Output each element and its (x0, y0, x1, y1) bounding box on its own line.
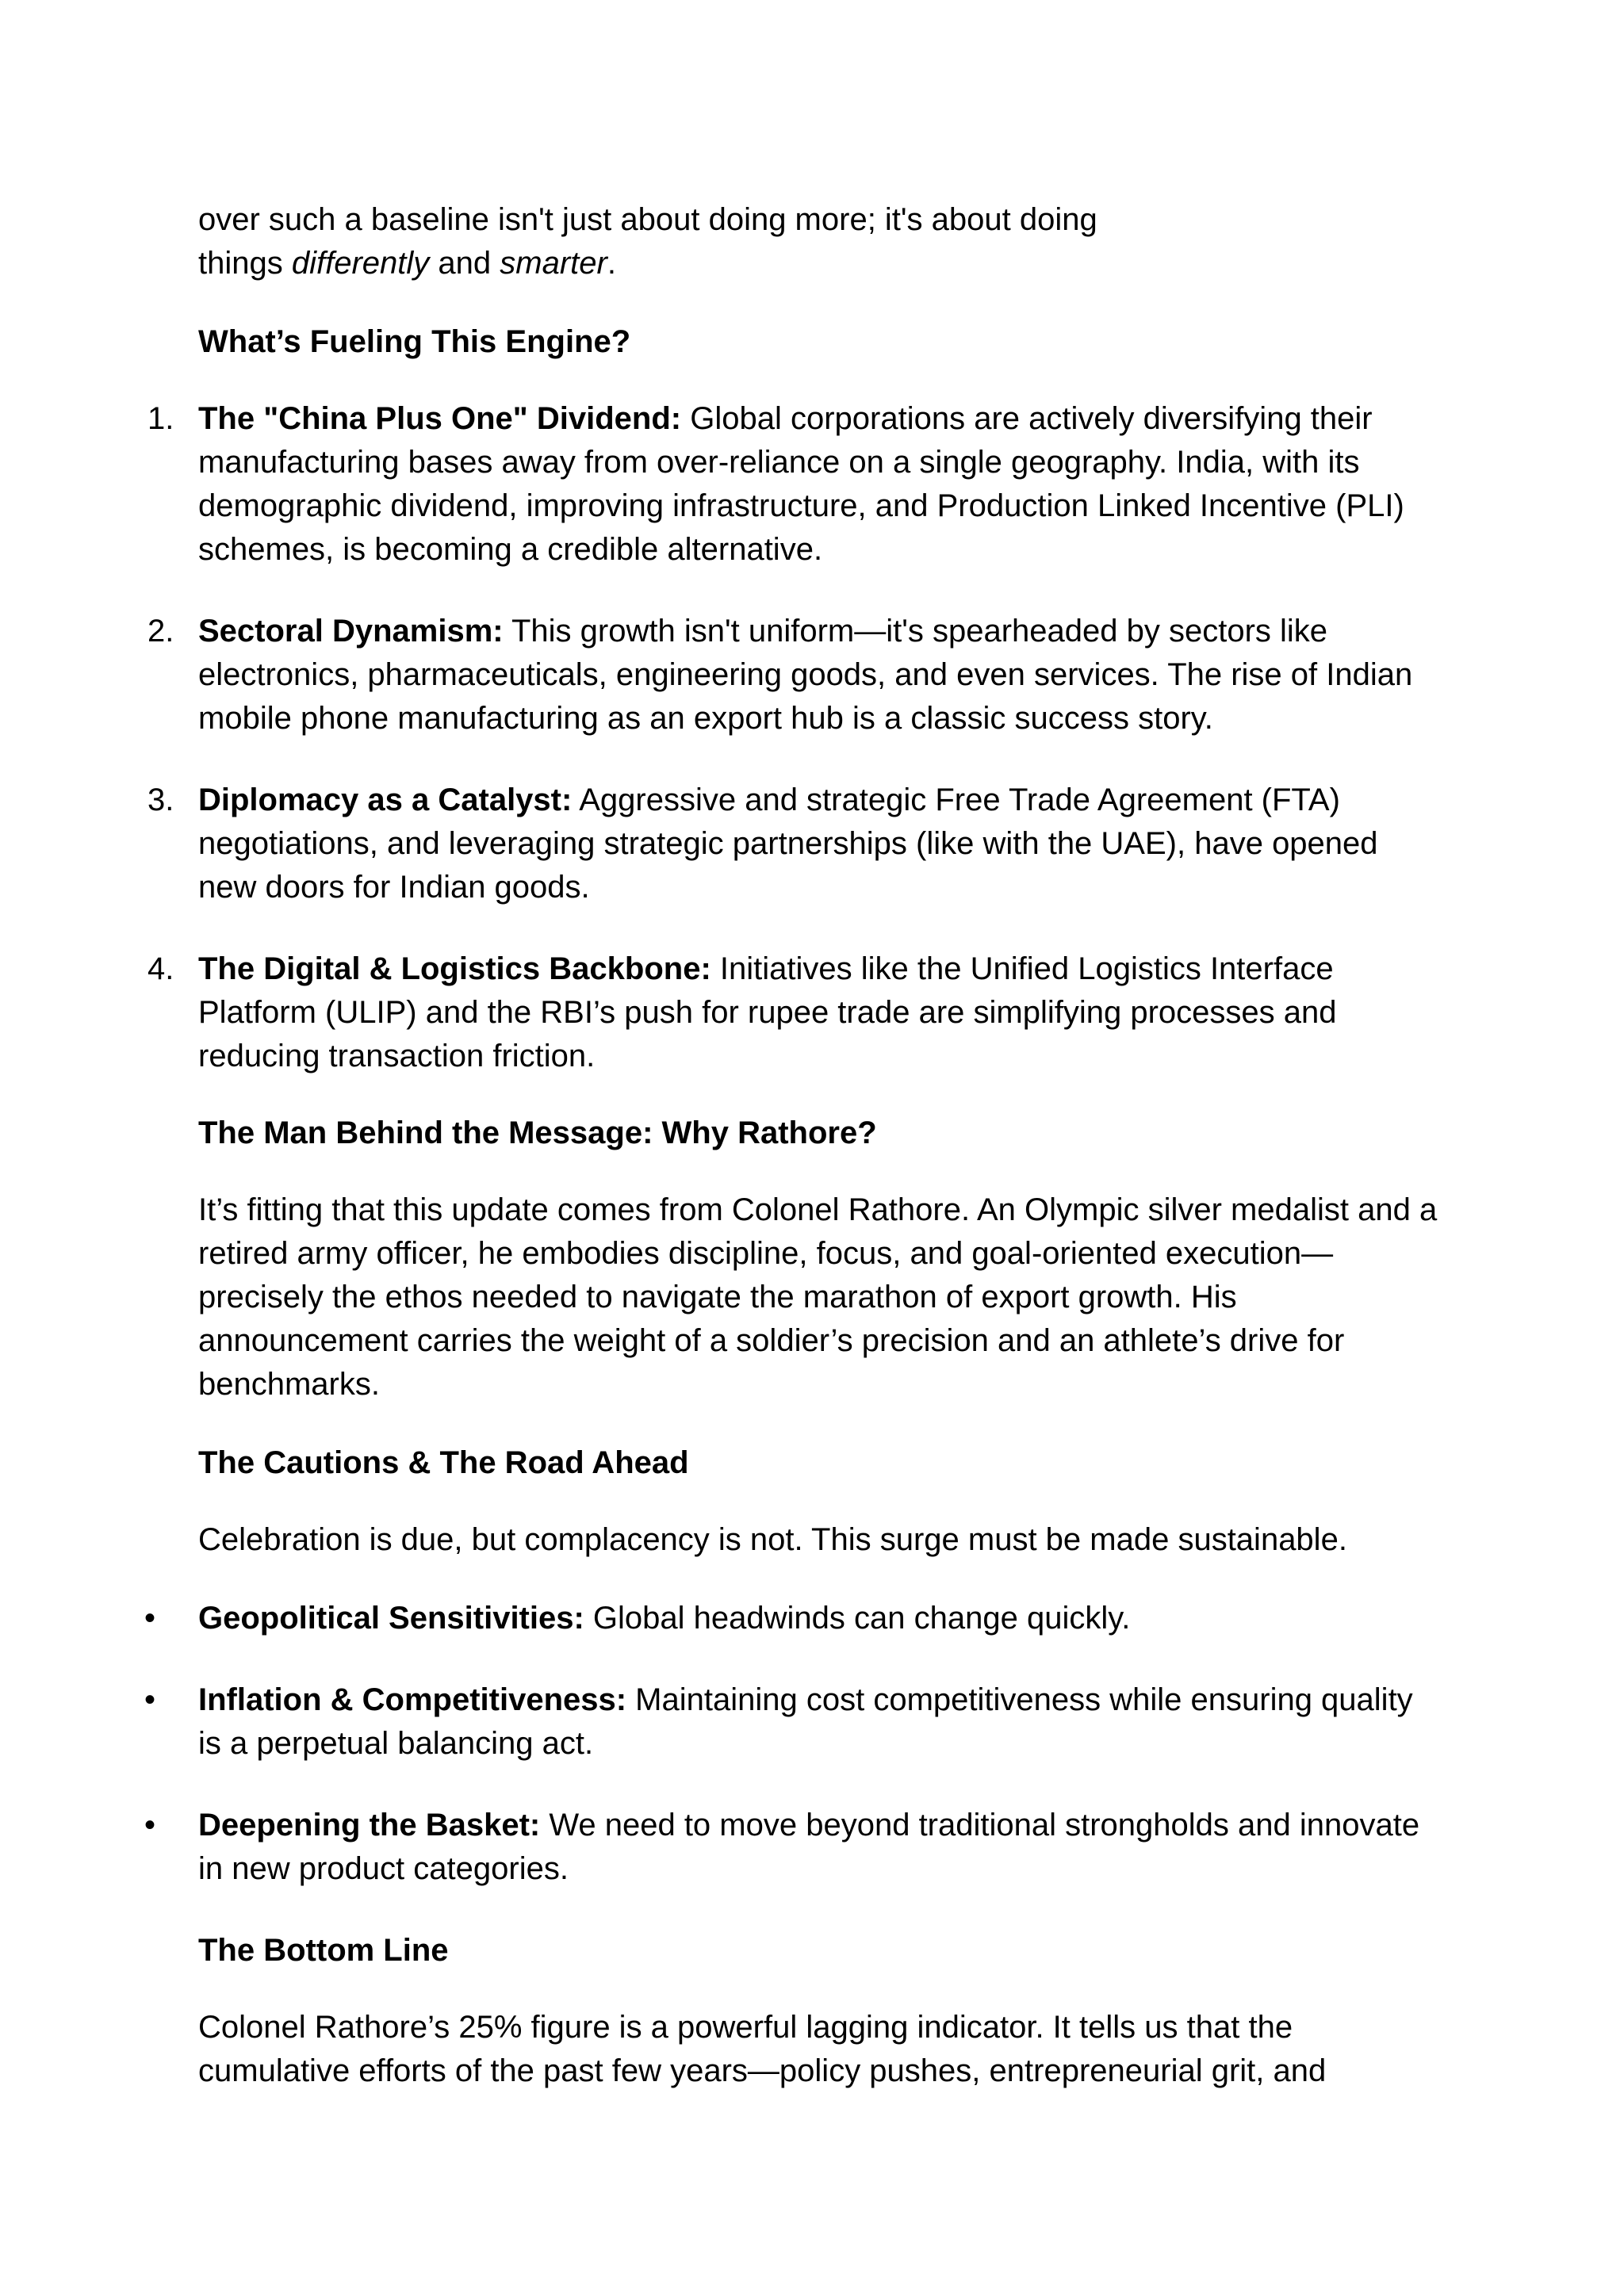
list-item (144, 1678, 1443, 1766)
list-item-text: Maintaining cost competitiveness while ensuring quality is a perpetual balancing act. (198, 1682, 1413, 1761)
cautions-paragraph: Celebration is due, but complacency is not. This surge must be made sustainable. (198, 1522, 1347, 1557)
heading-fueling: What’s Fueling This Engine? (198, 324, 631, 359)
bullet-icon: • (144, 1601, 156, 1636)
list-item-lead: The "China Plus One" Dividend: (198, 401, 682, 436)
fueling-list (147, 397, 1443, 1078)
list-item (147, 610, 1443, 740)
heading-bottom-line: The Bottom Line (198, 1933, 449, 1968)
cautions-list (144, 1597, 1443, 1891)
list-number: 2. (147, 614, 174, 649)
list-item (144, 1597, 1443, 1640)
list-item-text: This growth isn't uniform—it's spearheaded by sectors like electronics, pharmaceuticals, engineering goods, and even services. The rise of Indian mobile phone manufacturing as an export hub is a classic success story. (198, 614, 1413, 736)
list-item-lead: Diplomacy as a Catalyst: (198, 783, 573, 817)
list-item-lead: Deepening the Basket: (198, 1808, 541, 1843)
list-number: 1. (147, 401, 174, 436)
list-item-lead: Sectoral Dynamism: (198, 614, 504, 649)
heading-cautions: The Cautions & The Road Ahead (198, 1445, 689, 1480)
bullet-icon: • (144, 1682, 156, 1717)
list-item-lead: Inflation & Competitiveness: (198, 1682, 627, 1717)
list-item-lead: The Digital & Logistics Backbone: (198, 951, 711, 986)
intro-line-2 (198, 242, 1443, 285)
list-number: 4. (147, 951, 174, 986)
intro-period: . (607, 246, 616, 281)
list-item-text: We need to move beyond traditional strongholds and innovate in new product categories. (198, 1808, 1420, 1886)
bottom-line-paragraph: Colonel Rathore’s 25% figure is a powerful lagging indicator. It tells us that the cumulative efforts of the past few years—policy pushes, entrepreneurial grit, and (198, 2010, 1327, 2088)
list-item-lead: Geopolitical Sensitivities: (198, 1601, 584, 1636)
intro-and-text: and (429, 246, 500, 281)
document-body (144, 198, 1443, 2093)
intro-emphasis-differently: differently (291, 246, 430, 281)
bullet-icon: • (144, 1808, 156, 1843)
list-item (147, 947, 1443, 1078)
list-item (147, 397, 1443, 572)
list-item-text: Initiatives like the Unified Logistics Interface Platform (ULIP) and the RBI’s push for rupee trade are simplifying processes and reducing transaction friction. (198, 951, 1337, 1073)
man-behind-paragraph: It’s fitting that this update comes from Colonel Rathore. An Olympic silver medalist and a retired army officer, he embodies discipline, focus, and goal-oriented execution—precisely the ethos needed to navigate the marathon of export growth. His announcement carries the weight of a soldier’s precision and an athlete’s drive for benchmarks. (198, 1192, 1438, 1402)
list-item (144, 1804, 1443, 1891)
intro-things-text: things (198, 246, 292, 281)
intro-line-1: over such a baseline isn't just about doing more; it's about doing (198, 202, 1097, 237)
intro-emphasis-smarter: smarter (500, 246, 607, 281)
list-item (147, 779, 1443, 909)
heading-man-behind: The Man Behind the Message: Why Rathore? (198, 1115, 877, 1150)
intro-paragraph (198, 198, 1443, 285)
list-item-text: Global headwinds can change quickly. (584, 1601, 1131, 1636)
list-item-text: Global corporations are actively diversifying their manufacturing bases away from over-reliance on a single geography. India, with its demographic dividend, improving infrastructure, and Production Linked Incentive (PLI) schemes, is becoming a credible alternative. (198, 401, 1404, 567)
list-item-text: Aggressive and strategic Free Trade Agreement (FTA) negotiations, and leveraging strategic partnerships (like with the UAE), have opened new doors for Indian goods. (198, 783, 1378, 905)
list-number: 3. (147, 783, 174, 817)
